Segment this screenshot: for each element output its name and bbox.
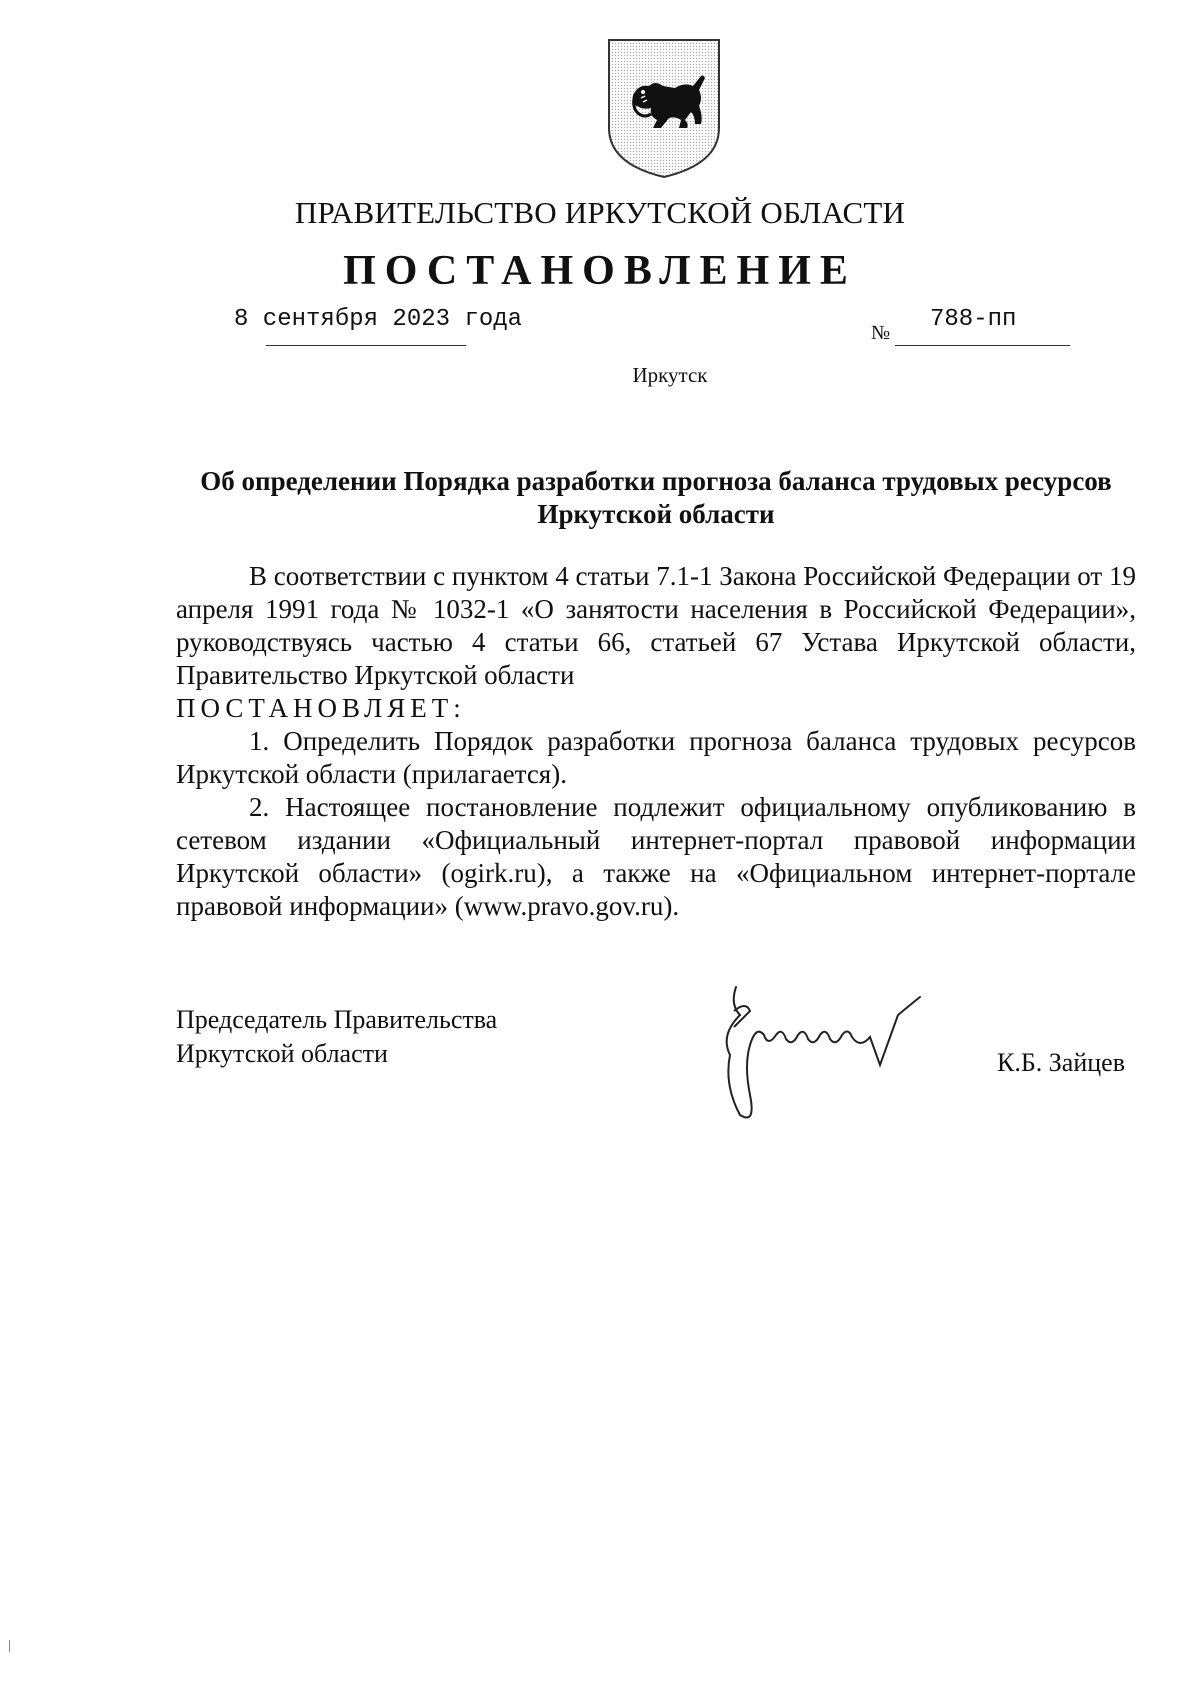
document-type: ПОСТАНОВЛЕНИЕ (343, 248, 857, 294)
item-1-paragraph: 1. Определить Порядок разработки прогноза баланса трудовых ресурсов Иркутской области (прилагается). (176, 726, 1136, 789)
signer-name: К.Б. Зайцев (997, 1048, 1125, 1077)
date-underline (266, 345, 466, 346)
signer-position-line-2: Иркутской области (176, 1039, 388, 1068)
signer-position-line-1: Председатель Правительства (176, 1005, 498, 1034)
item-2-paragraph: 2. Настоящее постановление подлежит официальному опубликованию в сетевом издании «Официальный интернет-портал правовой информации Иркутской области» (ogirk.ru), а также на «Официальном интернет-портале правовой информации» (www.pravo.gov.ru). (176, 792, 1136, 921)
city: Иркутск (632, 363, 708, 387)
document-number: 788-пп (930, 306, 1017, 333)
preamble-paragraph: В соответствии с пунктом 4 статьи 7.1-1 Закона Российской Федерации от 19 апреля 1991 года № 1032-1 «О занятости населения в Российской Федерации», руководствуясь частью 4 статьи 66, статьей 67 Устава Иркутской области, Правительство Иркутской области (176, 561, 1136, 690)
signer-position (176, 1003, 497, 1071)
number-underline (895, 345, 1070, 346)
coat-of-arms-icon (605, 36, 723, 181)
title-line-2: Иркутской области (537, 499, 775, 529)
scan-edge-mark (9, 1640, 10, 1652)
document-body (176, 560, 1136, 923)
title-line-1: Об определении Порядка разработки прогноза баланса трудовых ресурсов (200, 466, 1112, 496)
document-date: 8 сентября 2023 года (234, 306, 523, 333)
government-name: ПРАВИТЕЛЬСТВО ИРКУТСКОЙ ОБЛАСТИ (294, 195, 906, 230)
resolves-word: ПОСТАНОВЛЯЕТ: (176, 693, 466, 723)
signature-icon (700, 975, 960, 1125)
document-title (176, 465, 1136, 531)
number-sign: № (871, 322, 891, 344)
